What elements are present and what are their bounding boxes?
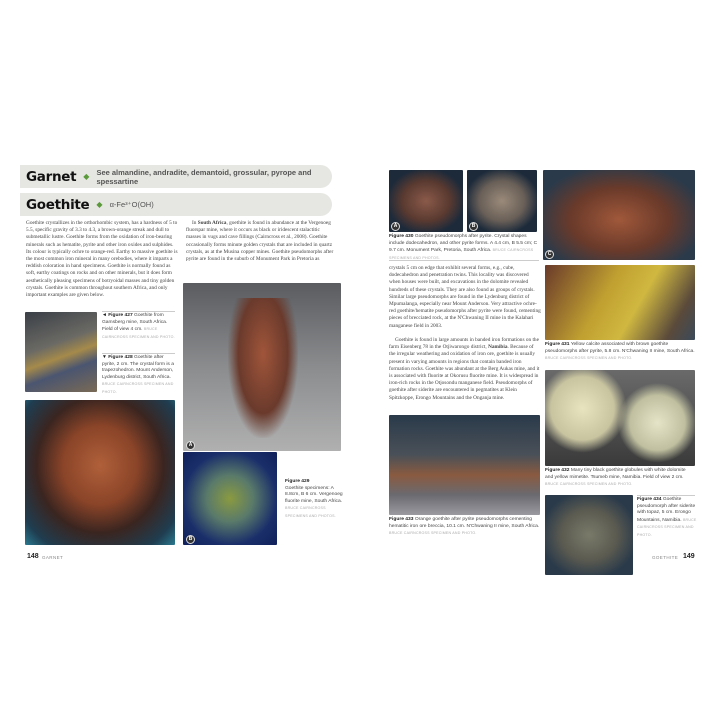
- figure-430a-photo: [389, 170, 463, 232]
- figure-433-caption: [389, 517, 541, 538]
- divider: [102, 353, 175, 354]
- marker-b: B: [469, 222, 478, 231]
- fig-label: ▼ Figure 428: [102, 355, 133, 360]
- marker-a: A: [391, 222, 400, 231]
- figure-428-caption: [102, 355, 176, 397]
- fig-text: Goethite specimens: A 8.8cm, B 6 cm. Vergenoeg fluorite mine, South Africa.: [285, 485, 343, 504]
- body-paragraph-2: [389, 337, 541, 402]
- fig-label: Figure 429: [285, 479, 310, 484]
- marker-b: B: [186, 535, 195, 544]
- divider: [389, 260, 539, 261]
- goethite-formula: α-Fe³⁺O(OH): [109, 200, 154, 209]
- figure-427-photo: [25, 312, 97, 392]
- diamond-bullet-icon: ◆: [96, 200, 103, 209]
- fig-label: ◄ Figure 427: [102, 313, 133, 318]
- body2-pre: Goethite is found in large amounts in banded iron formations on the farm Eisenberg 78 in the Otjiwarongo district,: [389, 337, 539, 351]
- sa-text: , goethite is found in abundance at the Vergenoeg fluorspar mine, where it occurs as black or iridescent stalactitic masses in vugs and cave fillings (Cairncross et al., 2008). Goethite occasionally forms minute golden crystals that are included in quartz crystals, as at the Musina copper mines. Goethite pseudomorphs after pyrite are found in the suburb of Monument Park in Pretoria as: [186, 220, 334, 263]
- garnet-header: [20, 165, 332, 188]
- fig-text: Yellow calcite associated with brown goethite pseudomorphs after pyrite, 5.8 cm. N'Chwaning II mine, South Africa.: [545, 342, 695, 354]
- running-head-left: GARNET: [42, 555, 64, 560]
- figure-429-caption: [285, 479, 343, 521]
- namibia-bold: Namibia: [488, 344, 508, 351]
- diamond-bullet-icon: ◆: [83, 172, 90, 181]
- figure-431-photo: [545, 265, 695, 340]
- running-head-right: GOETHITE: [652, 555, 679, 560]
- goethite-title: Goethite: [26, 196, 90, 213]
- figure-431-caption: [545, 342, 695, 363]
- fig-credit: BRUCE CAIRNCROSS SPECIMEN AND PHOTO.: [102, 382, 174, 394]
- figure-434-caption: [637, 497, 697, 540]
- fig-text: Goethite pseudomorph after siderite with topaz, 5 cm. Erongo Mountains, Namibia.: [637, 497, 696, 523]
- figure-428-photo: [25, 400, 175, 545]
- figure-429a-photo: [183, 283, 341, 451]
- figure-430c-photo: [543, 170, 695, 260]
- fig-label: Figure 430: [389, 234, 414, 239]
- fig-text: Orange goethite after pyrite pseudomorphs cementing hematitic iron ore breccia, 10.1 cm. N'Chwaning II mine, South Africa.: [389, 517, 540, 529]
- intro-paragraph: Goethite crystallizes in the orthorhombic system, has a hardness of 5 to 5.5, specific gravity of 3.3 to 4.3, a brown-orange streak and dull to submetallic lustre. Goethite forms from the oxidation of iron-bearing minerals such as hematite, pyrite and other iron oxides and sulphides. Its colour is typically ochre to orange-red. Earthy to massive goethite is the most common iron mineral in many orebodies, where it imparts a reddish coloration in hand specimens. Goethite is normally found as soft, earthy coatings on rocks and on other minerals, but it does form aesthetically pleasing specimens of botryoidal masses and tiny golden crystals. Goethite is common throughout southern Africa, and only important examples are given below.: [26, 220, 178, 299]
- fig-text: Goethite after pyrite, 2 cm. The crystal form is a trapezohedron. Mount Anderson, Lydenburg district, South Africa.: [102, 355, 174, 380]
- figure-432-caption: [545, 468, 695, 489]
- specimen-shape: [228, 298, 298, 438]
- figure-433-photo: [389, 415, 540, 515]
- fig-credit: BRUCE CAIRNCROSS SPECIMEN AND PHOTO.: [545, 482, 633, 487]
- garnet-see-also: See almandine, andradite, demantoid, grossular, pyrope and spessartine: [96, 167, 312, 186]
- goethite-header: [20, 193, 332, 216]
- figure-429b-photo: [183, 452, 277, 545]
- figure-430-caption: [389, 234, 539, 262]
- body-paragraph-1: crystals 5 cm on edge that exhibit several forms, e.g., cube, dodecahedron and penetration twins. This locality was discovered when houses were built, and excavations in the dolomite revealed hundreds of these crystals. They are also found as groups of crystals. Similar large pseudomorphs are found in the Lydenburg district of Mpumalanga, especially near Mount Anderson. Very attractive ochre-red goethite/hematite pseudomorphs after pyrite were found, cementing pieces of brecciated rock, at the N'Chwaning II mine in the Kalahari manganese field in 2003.: [389, 265, 541, 329]
- sa-pre: In: [192, 220, 198, 226]
- fig-credit: BRUCE CAIRNCROSS SPECIMEN AND PHOTO.: [637, 517, 697, 537]
- figure-430b-photo: [467, 170, 537, 232]
- fig-credit: BRUCE CAIRNCROSS SPECIMEN AND PHOTO.: [102, 327, 175, 339]
- page-number-left: 148: [27, 553, 39, 560]
- garnet-title: Garnet: [26, 168, 77, 185]
- south-africa-bold: South Africa: [197, 220, 227, 226]
- fig-label: Figure 434: [637, 497, 662, 502]
- fig-text: Goethite from Gamsberg mine, South Africa. Field of view 4 cm.: [102, 313, 168, 333]
- body2-post: . Because of the irregular weathering and oxidation of iron ore, goethite is usually present in varying amounts in regions that contain banded iron formation rocks. Goethite was abundant at the Berg Aukas mine, and it is associated with fluorite at Okorusu fluorite mine. It is widespread in iron-rich rocks in the Otjosondu manganese field. Pseudomorphs of goethite after siderite are encountered in pegmatites at Klein Spitzkoppe, Erongo Mountains and the Onganja mine.: [389, 344, 540, 401]
- fig-credit: BRUCE CAIRNCROSS SPECIMENS AND PHOTOS.: [389, 248, 534, 260]
- fig-label: Figure 433: [389, 517, 414, 522]
- fig-credit: BRUCE CAIRNCROSS SPECIMEN AND PHOTO.: [545, 356, 633, 361]
- south-africa-paragraph: [186, 220, 336, 263]
- fig-text: Many tiny black goethite globules with white dolomite and yellow mimetite. Tsumeb mine, Namibia. Field of view 2 cm.: [545, 468, 686, 480]
- fig-credit: BRUCE CAIRNCROSS SPECIMEN AND PHOTO.: [389, 531, 477, 536]
- marker-c: C: [545, 250, 554, 259]
- fig-label: Figure 431: [545, 342, 570, 347]
- figure-434-photo: [545, 495, 633, 575]
- divider: [102, 311, 175, 312]
- fig-credit: BRUCE CAIRNCROSS SPECIMENS AND PHOTOS.: [285, 506, 336, 518]
- divider: [637, 495, 695, 496]
- fig-text: Goethite pseudomorphs after pyrite. Crystal shapes include dodecahedron, and other pyrite forms. A 4.4 cm, B 5.5 cm; C 9.7 cm. Monument Park, Pretoria, South Africa.: [389, 234, 538, 254]
- figure-432-photo: [545, 370, 695, 466]
- marker-a: A: [186, 441, 195, 450]
- fig-label: Figure 432: [545, 468, 570, 473]
- page-number-right: 149: [683, 553, 695, 560]
- figure-427-caption: [102, 313, 176, 341]
